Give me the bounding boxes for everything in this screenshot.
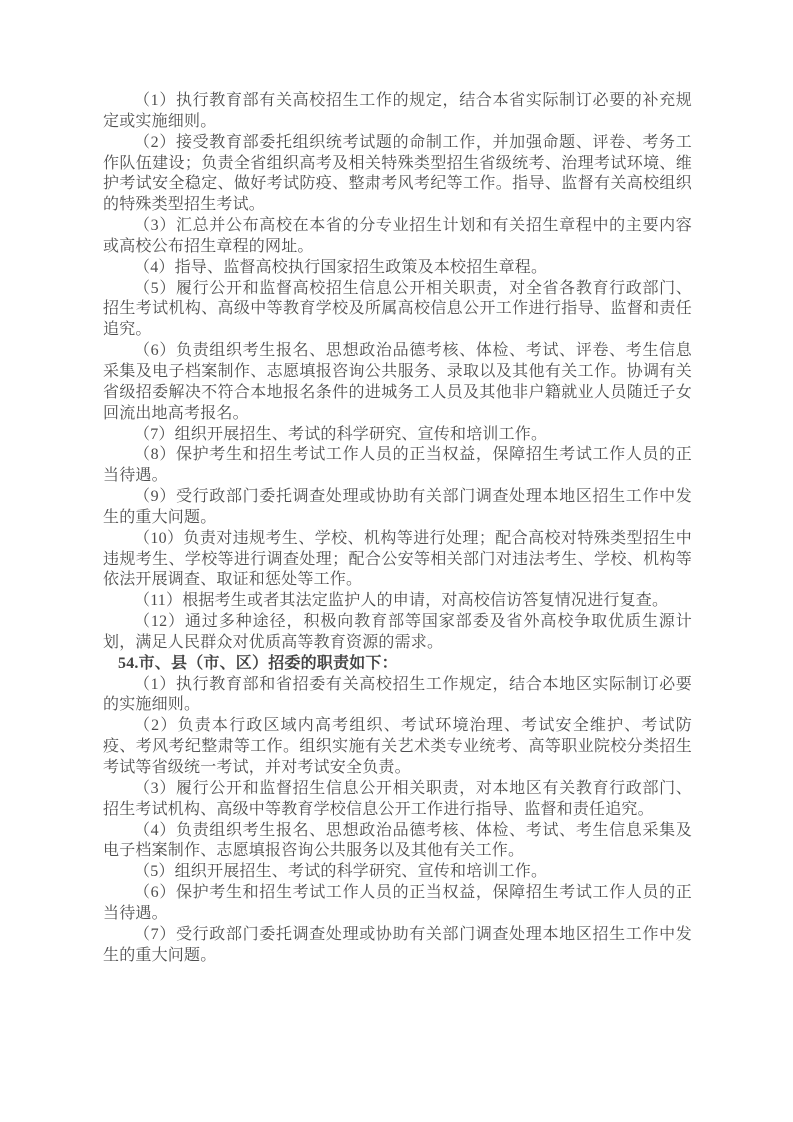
document-content bbox=[103, 91, 692, 966]
list-item-1-6: （6）负责组织考生报名、思想政治品德考核、体检、考试、评卷、考生信息采集及电子档案制作、志愿填报咨询公共服务、录取以及其他有关工作。协调有关省级招委解决不符合本地报名条件的进城务工人员及其他非户籍就业人员随迁子女回流出地高考报名。 bbox=[103, 342, 692, 422]
list-item-2-3: （3）履行公开和监督招生信息公开相关职责，对本地区有关教育行政部门、招生考试机构、高级中等教育学校信息公开工作进行指导、监督和责任追究。 bbox=[103, 779, 692, 818]
section-heading-54: 54.市、县（市、区）招委的职责如下： bbox=[118, 654, 398, 672]
list-item-2-5: （5）组织开展招生、考试的科学研究、宣传和培训工作。 bbox=[134, 863, 548, 881]
list-item-2-4: （4）负责组织考生报名、思想政治品德考核、体检、考试、考生信息采集及电子档案制作、志愿填报咨询公共服务以及其他有关工作。 bbox=[103, 821, 692, 860]
list-item-1-7: （7）组织开展招生、考试的科学研究、宣传和培训工作。 bbox=[134, 425, 548, 443]
list-item-2-2: （2）负责本行政区域内高考组织、考试环境治理、考试安全维护、考试防疫、考风考纪整肃等工作。组织实施有关艺术类专业统考、高等职业院校分类招生考试等省级统一考试，并对考试安全负责。 bbox=[103, 717, 692, 776]
list-item-1-4: （4）指导、监督高校执行国家招生政策及本校招生章程。 bbox=[134, 258, 548, 276]
list-item-1-9: （9）受行政部门委托调查处理或协助有关部门调查处理本地区招生工作中发生的重大问题。 bbox=[103, 488, 692, 526]
list-item-2-7: （7）受行政部门委托调查处理或协助有关部门调查处理本地区招生工作中发生的重大问题。 bbox=[103, 925, 692, 964]
list-item-1-12: （12）通过多种途径，积极向教育部等国家部委及省外高校争取优质生源计划，满足人民群众对优质高等教育资源的需求。 bbox=[103, 613, 692, 651]
list-item-1-5: （5）履行公开和监督高校招生信息公开相关职责，对全省各教育行政部门、招生考试机构、高级中等教育学校及所属高校信息公开工作进行指导、监督和责任追究。 bbox=[103, 279, 692, 339]
list-item-1-3: （3）汇总并公布高校在本省的分专业招生计划和有关招生章程中的主要内容或高校公布招生章程的网址。 bbox=[103, 217, 692, 255]
list-item-1-11: （11）根据考生或者其法定监护人的申请，对高校信访答复情况进行复查。 bbox=[134, 592, 669, 610]
list-item-1-2: （2）接受教育部委托组织统考试题的命制工作，并加强命题、评卷、考务工作队伍建设；负责全省组织高考及相关特殊类型招生省级统考、治理考试环境、维护考试安全稳定、做好考试防疫、整肃考风考纪等工作。指导、监督有关高校组织的特殊类型招生考试。 bbox=[103, 133, 692, 214]
list-item-1-1: （1）执行教育部有关高校招生工作的规定，结合本省实际制订必要的补充规定或实施细则。 bbox=[103, 92, 692, 130]
list-item-2-1: （1）执行教育部和省招委有关高校招生工作规定，结合本地区实际制订必要的实施细则。 bbox=[103, 675, 692, 714]
list-item-1-10: （10）负责对违规考生、学校、机构等进行处理；配合高校对特殊类型招生中违规考生、学校等进行调查处理；配合公安等相关部门对违法考生、学校、机构等依法开展调查、取证和惩处等工作。 bbox=[103, 529, 692, 589]
list-item-2-6: （6）保护考生和招生考试工作人员的正当权益，保障招生考试工作人员的正当待遇。 bbox=[103, 884, 692, 922]
list-item-1-8: （8）保护考生和招生考试工作人员的正当权益，保障招生考试工作人员的正当待遇。 bbox=[103, 446, 692, 485]
